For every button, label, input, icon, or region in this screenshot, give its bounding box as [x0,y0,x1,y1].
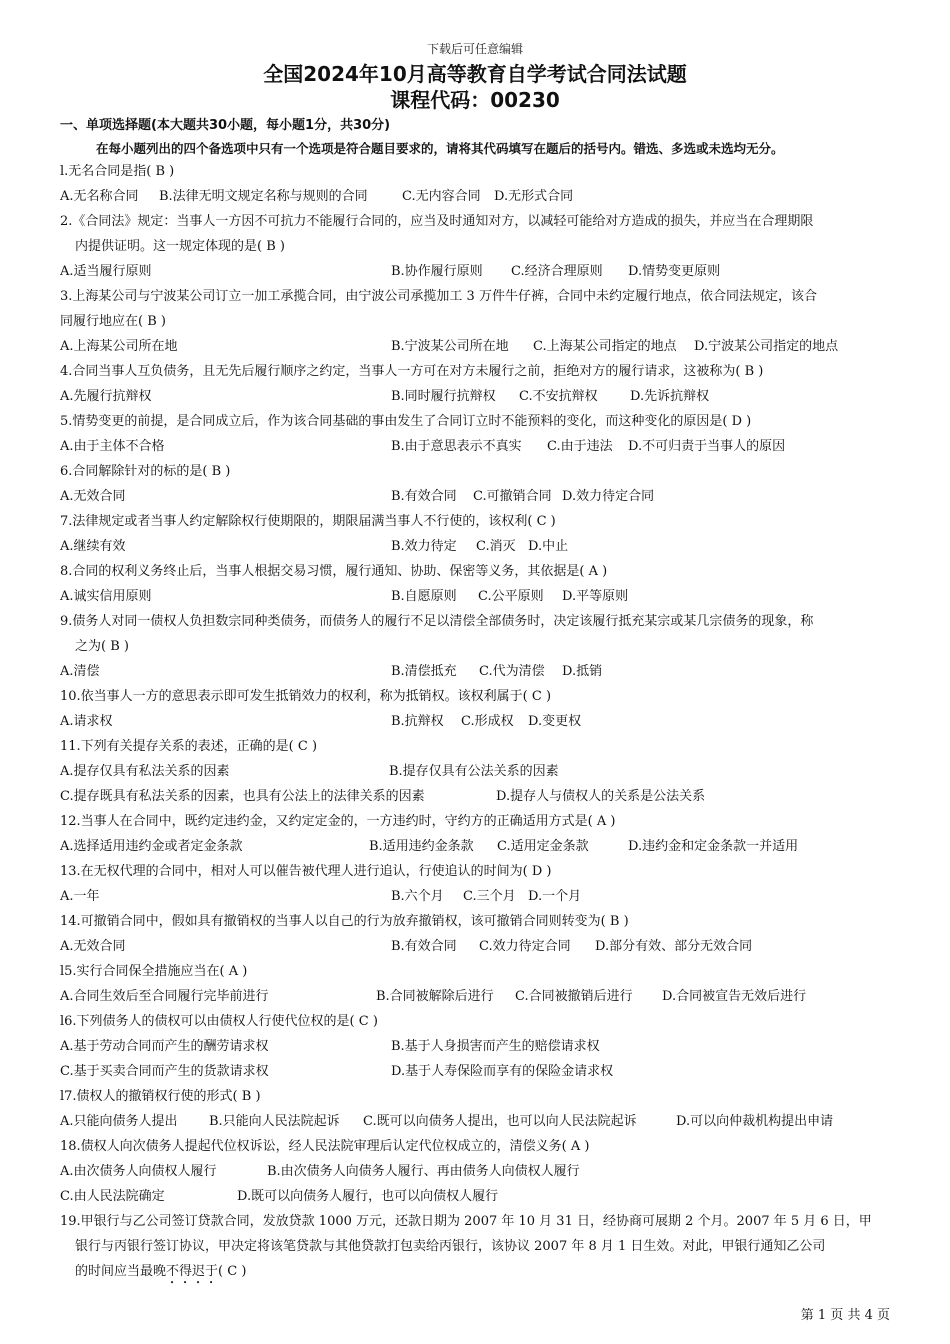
q15-option-b: B.合同被解除后进行 [376,989,494,1004]
q12-option-c: C.适用定金条款 [497,839,589,854]
q7-option-c: C.消灭 [476,539,516,554]
question-12: 12.当事人在合同中，既约定违约金，又约定定金的，一方违约时，守约方的正确适用方式是( A ) [60,814,616,829]
question-3-line-1: 3.上海某公司与宁波某公司订立一加工承揽合同，由宁波公司承揽加工 3 万件牛仔裤，合同中未约定履行地点，依合同法规定，该合 [60,289,817,304]
q7-option-d: D.中止 [528,539,569,554]
q11-option-b: B.提存仅具有公法关系的因素 [389,764,559,779]
q16-option-a: A.基于劳动合同而产生的酬劳请求权 [60,1039,269,1054]
exam-title: 全国2024年10月高等教育自学考试合同法试题 [263,62,687,86]
q7-option-b: B.效力待定 [391,539,457,554]
q2-option-d: D.情势变更原则 [628,264,721,279]
q3-option-a: A.上海某公司所在地 [60,339,178,354]
question-9-line-2: 之为( B ) [75,639,129,654]
q8-option-d: D.平等原则 [562,589,629,604]
question-2-line-1: 2.《合同法》规定：当事人一方因不可抗力不能履行合同的，应当及时通知对方，以减轻可能给对方造成的损失，并应当在合理期限 [60,214,814,229]
q6-option-b: B.有效合同 [391,489,457,504]
q16-option-d: D.基于人寿保险而享有的保险金请求权 [391,1064,614,1079]
q8-option-a: A.诚实信用原则 [60,589,152,604]
q14-option-d: D.部分有效、部分无效合同 [595,939,753,954]
question-19-line-1: 19.甲银行与乙公司签订贷款合同，发放贷款 1000 万元，还款日期为 2007 年 10 月 31 日，经协商可展期 2 个月。2007 年 5 月 6 日，甲 [60,1214,872,1229]
q19-emphasis: 不得迟于 [166,1264,219,1279]
q13-option-a: A.一年 [60,889,100,904]
q18-option-d: D.既可以向债务人履行，也可以向债权人履行 [237,1189,499,1204]
q11-option-d: D.提存人与债权人的关系是公法关系 [496,789,706,804]
q1-option-a: A.无名称合同 [60,189,139,204]
question-6: 6.合同解除针对的标的是( B ) [60,464,231,479]
q13-option-b: B.六个月 [391,889,444,904]
q5-option-c: C.由于违法 [547,439,613,454]
q19-text: 的时间应当最晚 [75,1264,167,1279]
question-19-line-2: 银行与丙银行签订协议，甲决定将该笔贷款与其他贷款打包卖给丙银行，该协议 2007 年 8 月 1 日生效。对此，甲银行通知乙公司 [75,1239,826,1254]
q5-option-a: A.由于主体不合格 [60,439,165,454]
q8-option-c: C.公平原则 [478,589,544,604]
q15-option-d: D.合同被宣告无效后进行 [662,989,807,1004]
q18-option-a: A.由次债务人向债权人履行 [60,1164,217,1179]
q2-option-c: C.经济合理原则 [511,264,603,279]
q9-option-a: A.清偿 [60,664,100,679]
q4-option-b: B.同时履行抗辩权 [391,389,496,404]
q19-answer: ( C ) [218,1264,247,1279]
q9-option-b: B.清偿抵充 [391,664,457,679]
question-19-line-3 [75,1263,246,1287]
q10-option-c: C.形成权 [461,714,514,729]
q10-option-a: A.请求权 [60,714,113,729]
question-16: l6.下列债务人的债权可以由债权人行使代位权的是( C ) [60,1014,378,1029]
q18-option-b: B.由次债务人向债务人履行、再由债务人向债权人履行 [267,1164,580,1179]
q7-option-a: A.继续有效 [60,539,126,554]
q15-option-c: C.合同被撤销后进行 [515,989,633,1004]
question-2-line-2: 内提供证明。这一规定体现的是( B ) [75,239,285,254]
question-10: 10.依当事人一方的意思表示即可发生抵销效力的权利，称为抵销权。该权利属于( C ) [60,689,552,704]
q14-option-b: B.有效合同 [391,939,457,954]
question-1: l.无名合同是指( B ) [60,164,175,179]
question-8: 8.合同的权利义务终止后，当事人根据交易习惯，履行通知、协助、保密等义务，其依据是( A ) [60,564,608,579]
q16-option-b: B.基于人身损害而产生的赔偿请求权 [391,1039,600,1054]
q1-option-c: C.无内容合同 [402,189,481,204]
q14-option-a: A.无效合同 [60,939,126,954]
download-note: 下载后可任意编辑 [426,42,523,56]
section-heading: 一、单项选择题(本大题共30小题，每小题1分，共30分) [60,118,391,133]
question-4: 4.合同当事人互负债务，且无先后履行顺序之约定，当事人一方可在对方未履行之前，拒绝对方的履行请求，这被称为( B ) [60,364,764,379]
q4-option-a: A.先履行抗辩权 [60,389,152,404]
question-11: 11.下列有关提存关系的表述，正确的是( C ) [60,739,318,754]
q1-option-d: D.无形式合同 [494,189,574,204]
q12-option-b: B.适用违约金条款 [369,839,474,854]
section-instruction: 在每小题列出的四个备选项中只有一个选项是符合题目要求的，请将其代码填写在题后的括号内。错选、多选或未选均无分。 [96,141,784,156]
q16-option-c: C.基于买卖合同而产生的货款请求权 [60,1064,269,1079]
question-18: 18.债权人向次债务人提起代位权诉讼，经人民法院审理后认定代位权成立的，清偿义务( A ) [60,1139,590,1154]
q13-option-d: D.一个月 [528,889,582,904]
q14-option-c: C.效力待定合同 [479,939,571,954]
q2-option-b: B.协作履行原则 [391,264,483,279]
q2-option-a: A.适当履行原则 [60,264,152,279]
q18-option-c: C.由人民法院确定 [60,1189,165,1204]
q6-option-d: D.效力待定合同 [562,489,655,504]
q4-option-c: C.不安抗辩权 [519,389,598,404]
question-5: 5.情势变更的前提，是合同成立后，作为该合同基础的事由发生了合同订立时不能预料的变化，而这种变化的原因是( D ) [60,414,752,429]
q15-option-a: A.合同生效后至合同履行完毕前进行 [60,989,269,1004]
q17-option-d: D.可以向仲裁机构提出申请 [676,1114,834,1129]
page-number: 第 1 页 共 4 页 [800,1308,890,1323]
q6-option-a: A.无效合同 [60,489,126,504]
q12-option-a: A.选择适用违约金或者定金条款 [60,839,243,854]
q17-option-b: B.只能向人民法院起诉 [209,1114,340,1129]
q10-option-d: D.变更权 [528,714,582,729]
q10-option-b: B.抗辩权 [391,714,444,729]
q11-option-c: C.提存既具有私法关系的因素，也具有公法上的法律关系的因素 [60,789,425,804]
q5-option-d: D.不可归责于当事人的原因 [628,439,786,454]
q4-option-d: D.先诉抗辩权 [630,389,710,404]
q9-option-c: C.代为清偿 [479,664,545,679]
q3-option-d: D.宁波某公司指定的地点 [694,339,839,354]
question-17: l7.债权人的撤销权行使的形式( B ) [60,1089,261,1104]
question-15: l5.实行合同保全措施应当在( A ) [60,964,248,979]
q17-option-c: C.既可以向债务人提出，也可以向人民法院起诉 [363,1114,637,1129]
q12-option-d: D.违约金和定金条款一并适用 [628,839,799,854]
q13-option-c: C.三个月 [463,889,516,904]
question-13: 13.在无权代理的合同中，相对人可以催告被代理人进行追认，行使追认的时间为( D ) [60,864,552,879]
question-7: 7.法律规定或者当事人约定解除权行使期限的，期限届满当事人不行使的，该权利( C ) [60,514,556,529]
q3-option-b: B.宁波某公司所在地 [391,339,509,354]
course-code: 课程代码：00230 [390,88,560,112]
q11-option-a: A.提存仅具有私法关系的因素 [60,764,230,779]
q5-option-b: B.由于意思表示不真实 [391,439,522,454]
q1-option-b: B.法律无明文规定名称与规则的合同 [159,189,368,204]
q6-option-c: C.可撤销合同 [473,489,552,504]
q9-option-d: D.抵销 [562,664,603,679]
question-14: 14.可撤销合同中，假如具有撤销权的当事人以自己的行为放弃撤销权，该可撤销合同则转变为( B ) [60,914,629,929]
q8-option-b: B.自愿原则 [391,589,457,604]
question-3-line-2: 同履行地应在( B ) [60,314,166,329]
question-9-line-1: 9.债务人对同一债权人负担数宗同种类债务，而债务人的履行不足以清偿全部债务时，决定该履行抵充某宗或某几宗债务的现象，称 [60,614,814,629]
q3-option-c: C.上海某公司指定的地点 [533,339,677,354]
q17-option-a: A.只能向债务人提出 [60,1114,178,1129]
